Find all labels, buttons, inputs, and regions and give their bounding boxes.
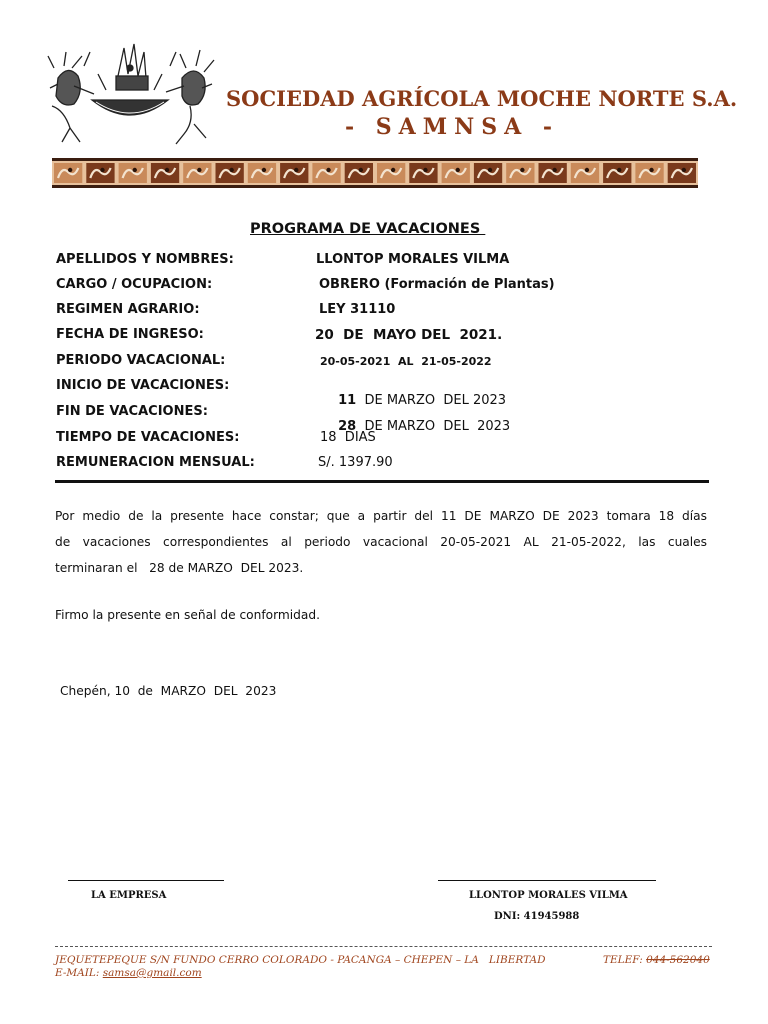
field-label: PERIODO VACACIONAL: (56, 353, 226, 368)
frieze-eye (229, 168, 233, 172)
field-value: LEY 31110 (319, 302, 396, 317)
field-label: INICIO DE VACACIONES: (56, 378, 230, 393)
paragraph-line: terminaran el 28 de MARZO DEL 2023. (55, 561, 304, 575)
frieze-eye (326, 168, 330, 172)
footer-divider (55, 946, 712, 947)
frieze-eye (585, 168, 589, 172)
field-row-position (56, 277, 716, 299)
frieze-eye (617, 168, 621, 172)
frieze-eye (649, 168, 653, 172)
paragraph-line: Por medio de la presente hace constar; que a partir del 11 DE MARZO DE 2023 tomara 18 días (55, 509, 707, 523)
frieze-eye (100, 168, 104, 172)
frieze-eye (391, 168, 395, 172)
field-row-start (56, 378, 716, 408)
field-value: DE MARZO DEL 2023 (356, 393, 507, 408)
frieze-eye (165, 168, 169, 172)
field-label: FIN DE VACACIONES: (56, 404, 208, 419)
field-row-salary (56, 455, 716, 477)
place-date: Chepén, 10 de MARZO DEL 2023 (60, 684, 277, 698)
field-row-end (56, 404, 716, 434)
frieze-eye (520, 168, 524, 172)
section-divider (55, 480, 709, 483)
field-label: REMUNERACION MENSUAL: (56, 455, 255, 470)
frieze-eye (456, 168, 460, 172)
signature-line-employee (438, 880, 656, 881)
field-value: 20-05-2021 AL 21-05-2022 (320, 355, 492, 368)
field-value-day: 11 (338, 393, 357, 408)
field-value-day: 28 (338, 419, 357, 434)
footer-email-label: E-MAIL: (55, 967, 103, 979)
footer-email (55, 967, 202, 979)
frieze-eye (197, 168, 201, 172)
frieze-eye (552, 168, 556, 172)
frieze-eye (423, 168, 427, 172)
field-row-regime (56, 302, 716, 324)
signature-dni-employee: DNI: 41945988 (494, 911, 580, 922)
footer-address: JEQUETEPEQUE S/N FUNDO CERRO COLORADO - PACANGA – CHEPEN – LA LIBERTAD (55, 954, 546, 966)
field-row-period (56, 353, 716, 375)
field-label: FECHA DE INGRESO: (56, 327, 204, 342)
field-row-duration (56, 430, 716, 452)
footer-phone-number: 044-562040 (646, 954, 710, 966)
field-value: S/. 1397.90 (318, 455, 393, 470)
frieze-eye (133, 168, 137, 172)
field-label: TIEMPO DE VACACIONES: (56, 430, 240, 445)
frieze-eye (68, 168, 72, 172)
field-label: CARGO / OCUPACION: (56, 277, 213, 292)
frieze-eye (262, 168, 266, 172)
field-value: 18 DIAS (320, 430, 376, 445)
signature-label-company: LA EMPRESA (91, 890, 167, 901)
frieze-eye (682, 168, 686, 172)
footer-phone-label: TELEF: (603, 954, 647, 966)
footer-email-link[interactable]: samsa@gmail.com (102, 967, 202, 979)
field-value: LLONTOP MORALES VILMA (316, 252, 510, 267)
signature-line-company (68, 880, 224, 881)
document-title: PROGRAMA DE VACACIONES (250, 221, 486, 237)
company-acronym: - SAMNSA - (345, 114, 559, 140)
body-paragraph (55, 503, 707, 581)
decorative-frieze (52, 158, 698, 188)
field-row-hire-date (56, 327, 716, 349)
conformity-statement: Firmo la presente en señal de conformidad. (55, 608, 320, 622)
footer-phone (603, 954, 710, 966)
company-logo (44, 38, 216, 146)
field-label: REGIMEN AGRARIO: (56, 302, 200, 317)
company-name: SOCIEDAD AGRÍCOLA MOCHE NORTE S.A. (226, 86, 738, 111)
field-row-names (56, 252, 716, 274)
signature-name-employee: LLONTOP MORALES VILMA (469, 890, 628, 901)
field-value: 20 DE MAYO DEL 2021. (315, 327, 503, 343)
frieze-eye (488, 168, 492, 172)
paragraph-line: de vacaciones correspondientes al periodo vacacional 20-05-2021 AL 21-05-2022, las cuales (55, 535, 707, 549)
field-label: APELLIDOS Y NOMBRES: (56, 252, 234, 267)
field-value: OBRERO (Formación de Plantas) (319, 277, 555, 292)
frieze-eye (359, 168, 363, 172)
frieze-eye (294, 168, 298, 172)
field-value: DE MARZO DEL 2023 (356, 419, 511, 434)
